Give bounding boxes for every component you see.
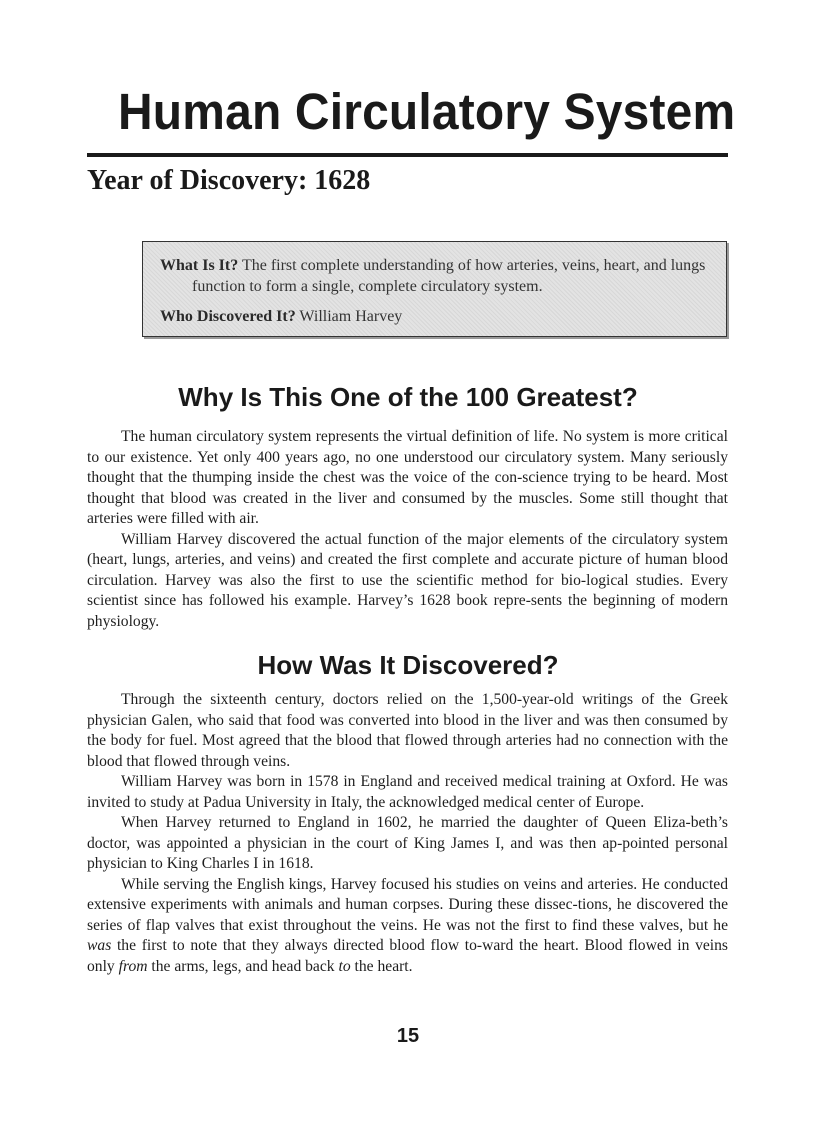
text-run: While serving the English kings, Harvey focused his studies on veins and arteries. He conducted extensive experiments with animals and human corpses. During these dissec-tions, he discovered the series of flap valves that exist throughout the veins. He was not the first to find these valves, but he xyxy=(87,875,728,934)
paragraph: When Harvey returned to England in 1602, he married the daughter of Queen Eliza-beth’s doctor, was appointed a physician in the court of King James I, and was then ap-pointed personal physician to King Charles I in 1618. xyxy=(87,814,728,872)
what-is-it-text: The first complete understanding of how arteries, veins, heart, and lungs function to form a single, complete circulatory system. xyxy=(192,257,706,295)
summary-box xyxy=(142,241,727,337)
title-rule xyxy=(87,153,728,157)
who-discovered-line xyxy=(160,306,716,327)
emphasis: from xyxy=(118,957,148,975)
text-run: the first to note that they always directed blood flow to-ward the heart. Blood flowed in veins only xyxy=(87,937,728,975)
who-discovered-label: Who Discovered It? xyxy=(160,308,296,325)
section-heading-how: How Was It Discovered? xyxy=(257,650,559,680)
emphasis: to xyxy=(338,957,351,975)
page-number: 15 xyxy=(396,1025,420,1047)
section-body-why xyxy=(87,427,728,632)
paragraph: The human circulatory system represents the virtual definition of life. No system is more critical to our existence. Yet only 400 years ago, no one understood our circulatory system. Many seriously thought that the thumping inside the chest was the voice of the con-science trying to be heard. Most thought that blood was created in the liver and consumed by the muscles. Some still thought that arteries were filled with air. xyxy=(87,428,728,527)
emphasis: was xyxy=(87,937,112,954)
paragraph: William Harvey discovered the actual function of the major elements of the circulatory system (heart, lungs, arteries, and veins) and created the first complete and accurate picture of human blood circulation. Harvey was also the first to use the scientific method for bio-logical studies. Every scientist since has followed his example. Harvey’s 1628 book repre-sents the beginning of modern physiology. xyxy=(87,530,728,630)
what-is-it-line xyxy=(160,255,716,297)
paragraph: William Harvey was born in 1578 in England and received medical training at Oxford. He was invited to study at Padua University in Italy, the acknowledged medical center of Europe. xyxy=(87,773,728,811)
text-run: the arms, legs, and head back xyxy=(147,957,339,975)
who-discovered-text: William Harvey xyxy=(299,308,403,325)
paragraph xyxy=(87,875,728,978)
year-of-discovery: Year of Discovery: 1628 xyxy=(87,165,371,196)
text-run: the heart. xyxy=(350,957,413,975)
what-is-it-label: What Is It? xyxy=(160,257,239,274)
section-body-how xyxy=(87,690,728,977)
page-title: Human Circulatory System xyxy=(118,83,736,140)
section-heading-why: Why Is This One of the 100 Greatest? xyxy=(178,382,638,412)
paragraph: Through the sixteenth century, doctors relied on the 1,500-year-old writings of the Greek physician Galen, who said that food was converted into blood in the liver and was then consumed by the body for fuel. Most agreed that the blood that flowed through arteries had no connection with the blood that flowed through veins. xyxy=(87,691,728,770)
